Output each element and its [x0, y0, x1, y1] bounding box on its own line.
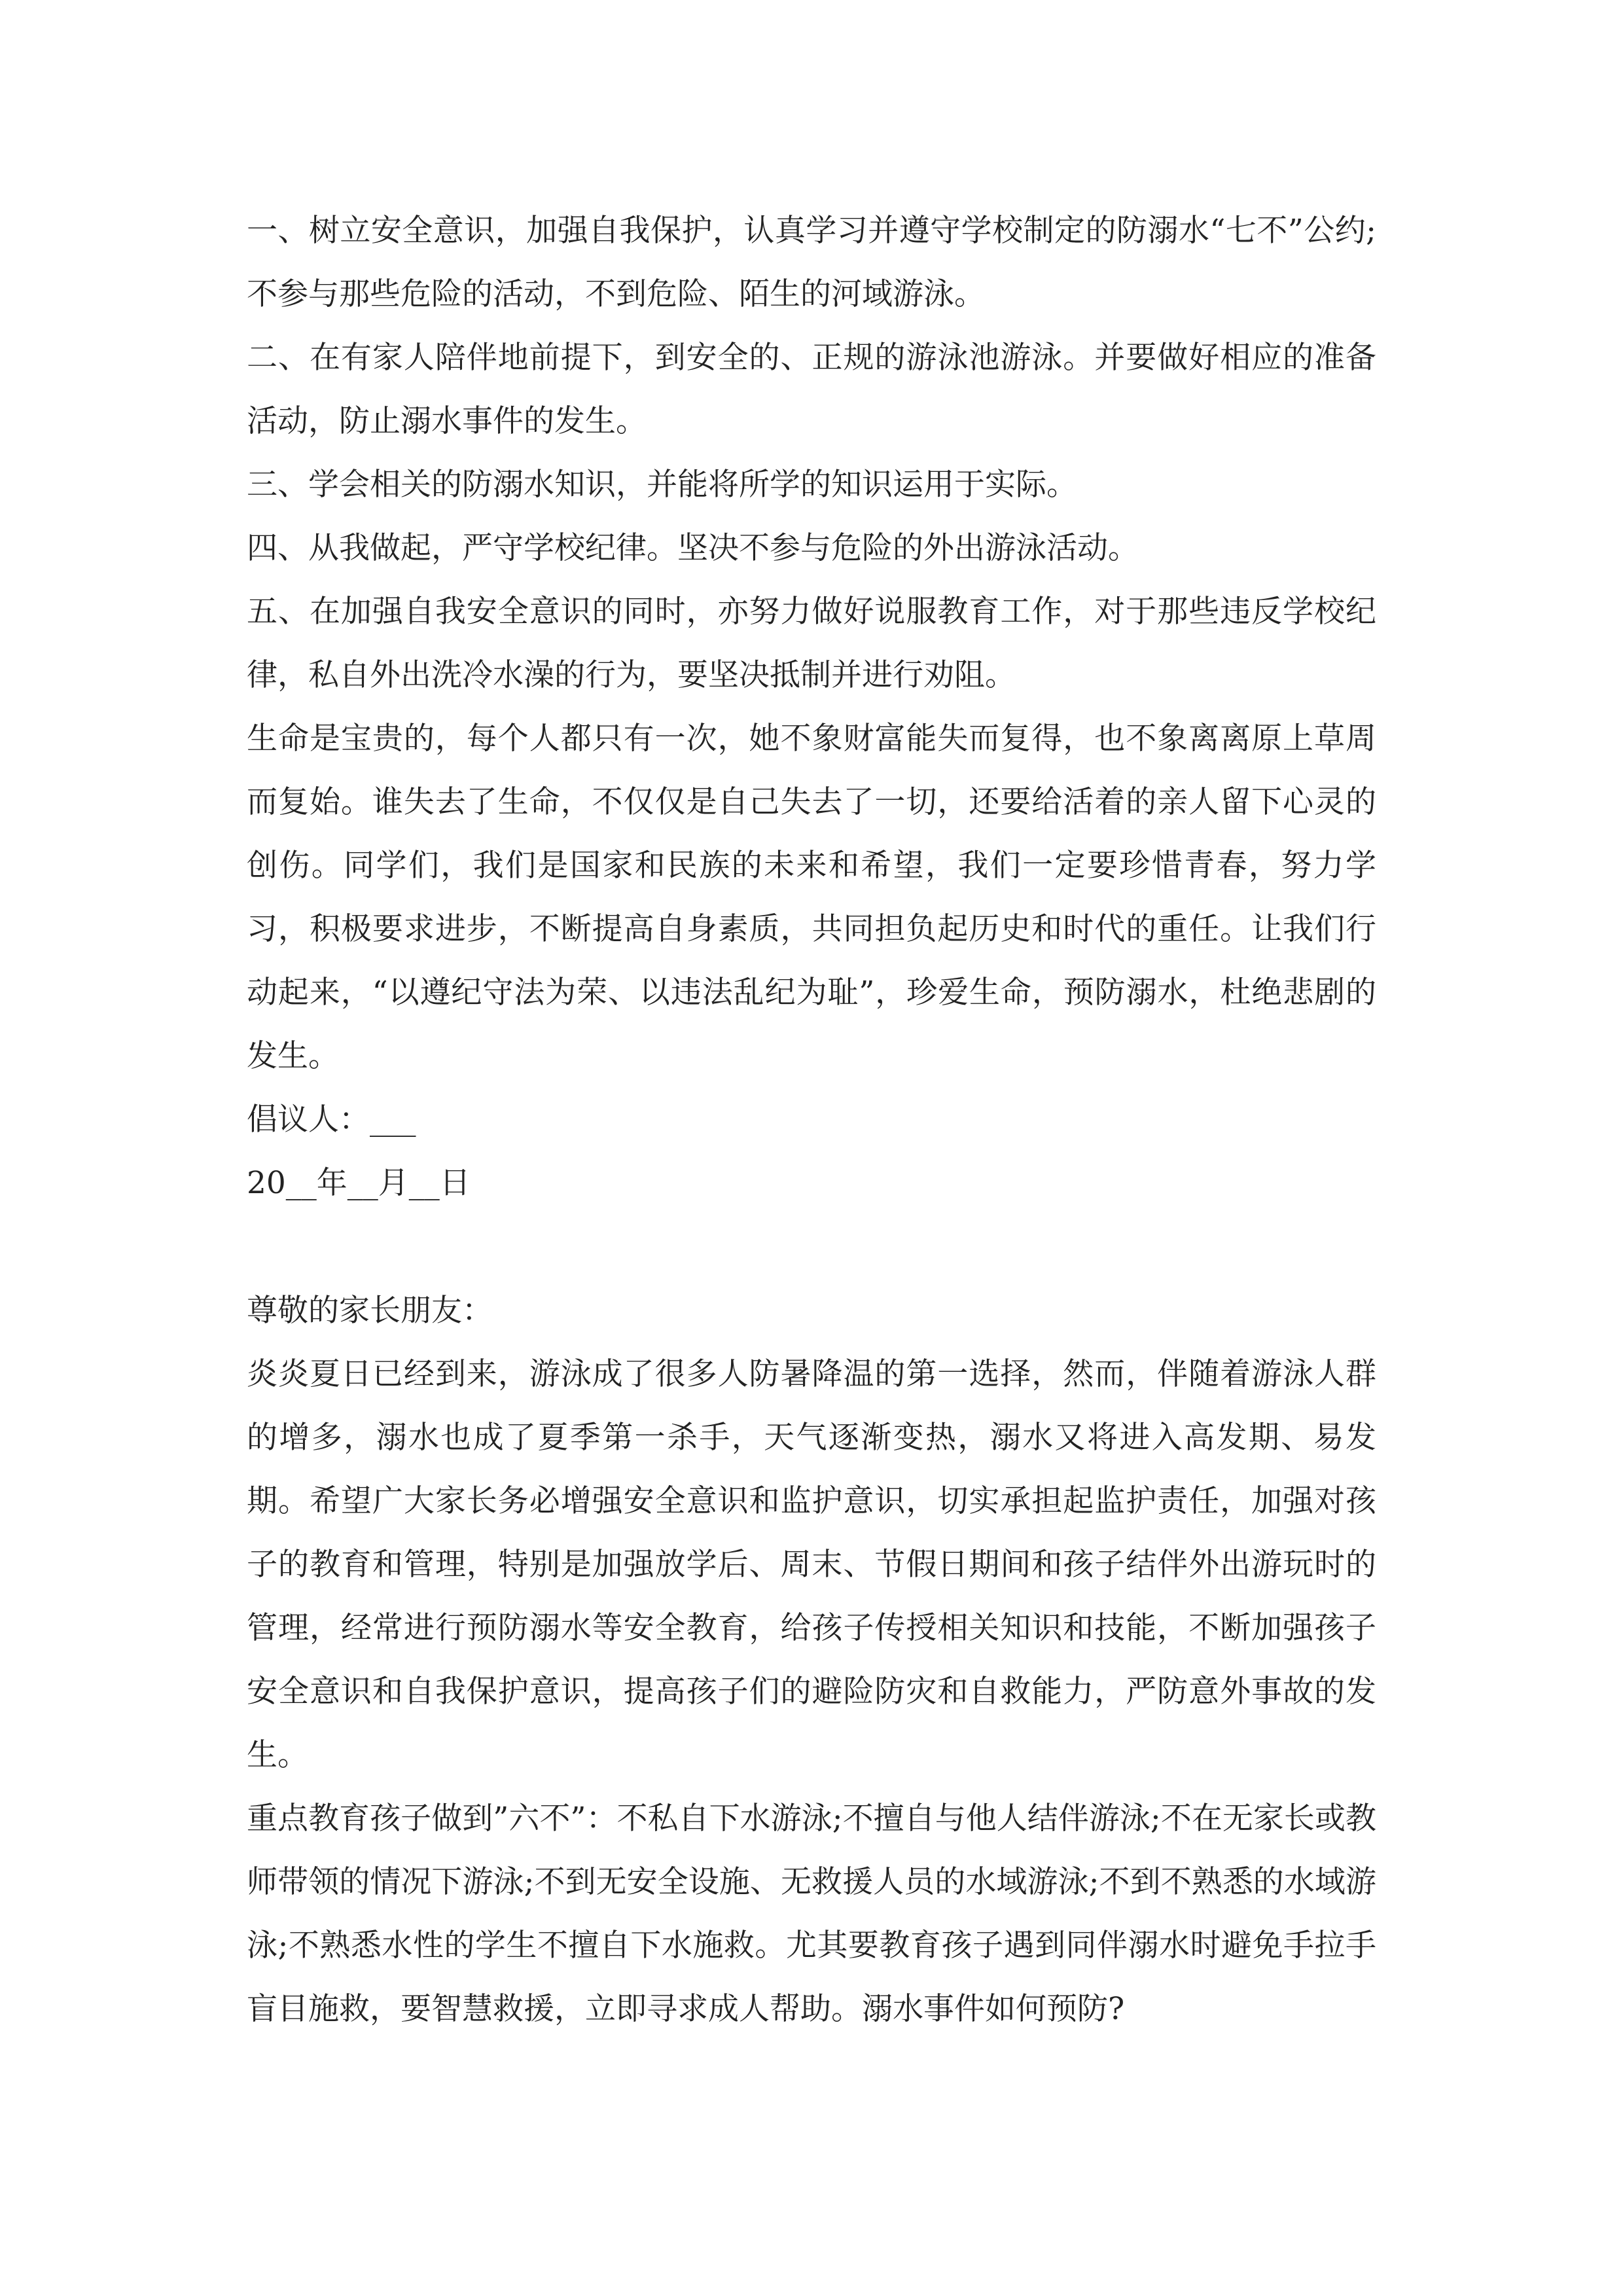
signer-line: 倡议人：___	[247, 1102, 416, 1138]
letter-greeting: 尊敬的家长朋友：	[247, 1293, 493, 1329]
date-line: 20__年__月__日	[247, 1165, 471, 1201]
closing-paragraph: 生命是宝贵的，每个人都只有一次，她不象财富能失而复得，也不象离离原上草周而复始。谁失去了生命，不仅仅是自己失去了一切，还要给活着的亲人留下心灵的创伤。同学们，我们是国家和民族的未来和希望，我们一定要珍惜青春，努力学习，积极要求进步，不断提高自身素质，共同担负起历史和时代的重任。让我们行动起来，“以遵纪守法为荣、以违法乱纪为耻”，珍爱生命，预防溺水，杜绝悲剧的发生。	[247, 721, 1376, 1074]
proposal-item-5: 五、在加强自我安全意识的同时，亦努力做好说服教育工作，对于那些违反学校纪律，私自外出洗冷水澡的行为，要坚决抵制并进行劝阻。	[247, 594, 1376, 693]
letter-paragraph-2: 重点教育孩子做到”六不”：不私自下水游泳;不擅自与他人结伴游泳;不在无家长或教师带领的情况下游泳;不到无安全设施、无救援人员的水域游泳;不到不熟悉的水域游泳;不熟悉水性的学生不擅自下水施救。尤其要教育孩子遇到同伴溺水时避免手拉手盲目施救，要智慧救援，立即寻求成人帮助。溺水事件如何预防?	[247, 1801, 1376, 2027]
letter-paragraph-1: 炎炎夏日已经到来，游泳成了很多人防暑降温的第一选择，然而，伴随着游泳人群的增多，溺水也成了夏季第一杀手，天气逐渐变热，溺水又将进入高发期、易发期。希望广大家长务必增强安全意识和监护意识，切实承担起监护责任，加强对孩子的教育和管理，特别是加强放学后、周末、节假日期间和孩子结伴外出游玩时的管理，经常进行预防溺水等安全教育，给孩子传授相关知识和技能，不断加强孩子安全意识和自我保护意识，提高孩子们的避险防灾和自救能力，严防意外事故的发生。	[247, 1356, 1376, 1773]
document-body	[247, 199, 1376, 2041]
proposal-item-1: 一、树立安全意识，加强自我保护，认真学习并遵守学校制定的防溺水“七不”公约;不参与那些危险的活动，不到危险、陌生的河域游泳。	[247, 213, 1376, 312]
section-gap	[247, 1215, 1376, 1279]
proposal-item-3: 三、学会相关的防溺水知识，并能将所学的知识运用于实际。	[247, 467, 1077, 503]
proposal-item-4: 四、从我做起，严守学校纪律。坚决不参与危险的外出游泳活动。	[247, 530, 1139, 566]
proposal-item-2: 二、在有家人陪伴地前提下，到安全的、正规的游泳池游泳。并要做好相应的准备活动，防止溺水事件的发生。	[247, 340, 1376, 439]
